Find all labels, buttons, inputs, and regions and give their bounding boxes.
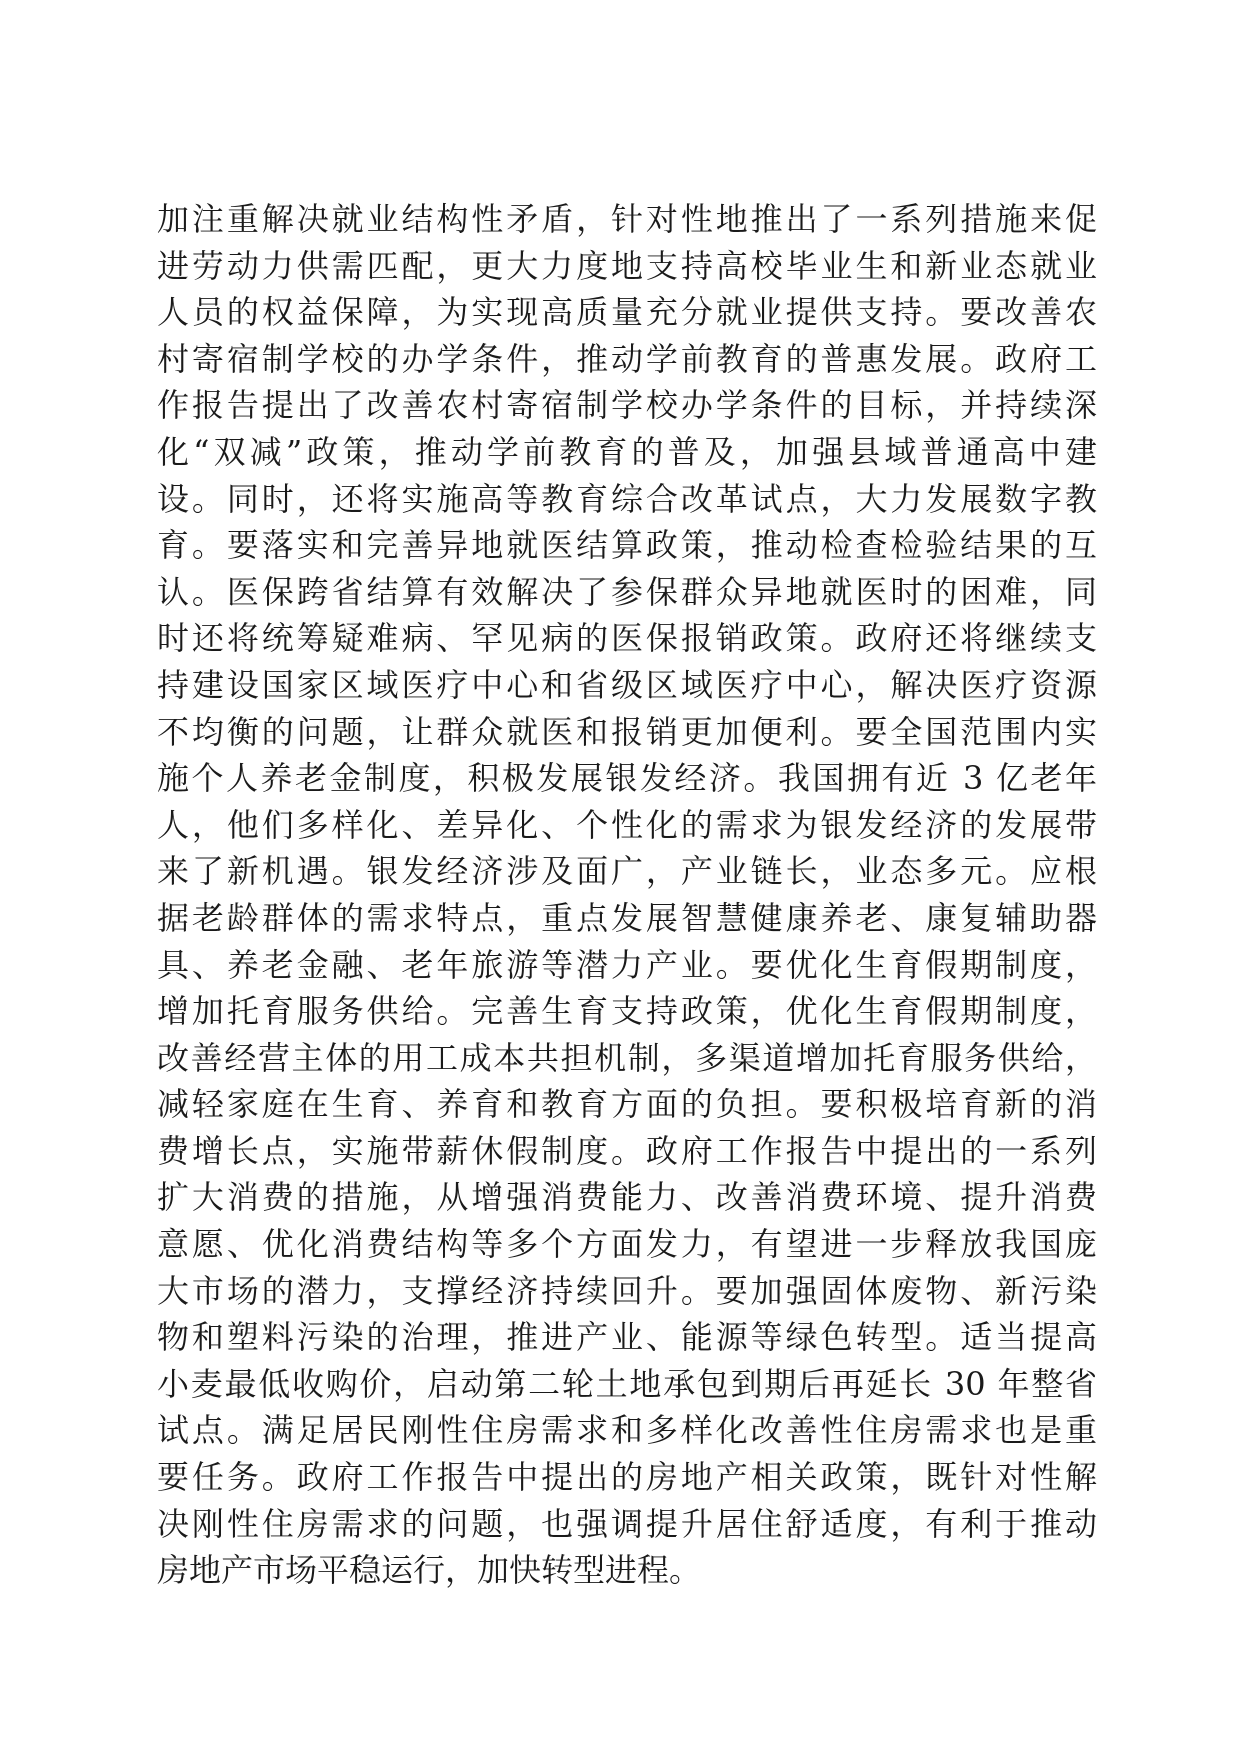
text-line: 进劳动力供需匹配，更大力度地支持高校毕业生和新业态就业 — [157, 246, 1097, 285]
text-line: 决刚性住房需求的问题，也强调提升居住舒适度，有利于推动 — [157, 1504, 1097, 1543]
text-line: 加注重解决就业结构性矛盾，针对性地推出了一系列措施来促 — [157, 200, 1097, 238]
text-line: 作报告提出了改善农村寄宿制学校办学条件的目标，并持续深 — [157, 386, 1097, 425]
text-line: 设。同时，还将实施高等教育综合改革试点，大力发展数字教 — [157, 479, 1097, 518]
text-line: 费增长点，实施带薪休假制度。政府工作报告中提出的一系列 — [157, 1131, 1097, 1170]
text-line: 具、养老金融、老年旅游等潜力产业。要优化生育假期制度， — [157, 945, 1097, 984]
text-line: 人，他们多样化、差异化、个性化的需求为银发经济的发展带 — [157, 805, 1097, 844]
text-line: 时还将统筹疑难病、罕见病的医保报销政策。政府还将继续支 — [157, 619, 1097, 658]
text-line: 育。要落实和完善异地就医结算政策，推动检查检验结果的互 — [157, 526, 1097, 565]
text-line: 小麦最低收购价，启动第二轮土地承包到期后再延长 30 年整省 — [157, 1364, 1097, 1403]
text-line: 持建设国家区域医疗中心和省级区域医疗中心，解决医疗资源 — [157, 665, 1097, 704]
text-line: 增加托育服务供给。完善生育支持政策，优化生育假期制度， — [157, 992, 1097, 1031]
body-paragraph — [157, 196, 1097, 1594]
text-line: 来了新机遇。银发经济涉及面广，产业链长，业态多元。应根 — [157, 852, 1097, 891]
text-line: 人员的权益保障，为实现高质量充分就业提供支持。要改善农 — [157, 293, 1097, 332]
text-line: 减轻家庭在生育、养育和教育方面的负担。要积极培育新的消 — [157, 1085, 1097, 1124]
text-line: 化“双减”政策，推动学前教育的普及，加强县域普通高中建 — [157, 432, 1097, 471]
text-line: 村寄宿制学校的办学条件，推动学前教育的普惠发展。政府工 — [157, 339, 1097, 378]
text-line: 意愿、优化消费结构等多个方面发力，有望进一步释放我国庞 — [157, 1225, 1097, 1264]
text-line: 扩大消费的措施，从增强消费能力、改善消费环境、提升消费 — [157, 1178, 1097, 1217]
text-line: 据老龄群体的需求特点，重点发展智慧健康养老、康复辅助器 — [157, 898, 1097, 937]
text-line: 施个人养老金制度，积极发展银发经济。我国拥有近 3 亿老年 — [157, 759, 1097, 798]
text-line: 大市场的潜力，支撑经济持续回升。要加强固体废物、新污染 — [157, 1271, 1097, 1310]
text-line: 物和塑料污染的治理，推进产业、能源等绿色转型。适当提高 — [157, 1318, 1097, 1357]
text-line: 房地产市场平稳运行，加快转型进程。 — [157, 1551, 702, 1590]
text-line: 不均衡的问题，让群众就医和报销更加便利。要全国范围内实 — [157, 712, 1097, 751]
text-line: 要任务。政府工作报告中提出的房地产相关政策，既针对性解 — [157, 1458, 1097, 1497]
text-line: 试点。满足居民刚性住房需求和多样化改善性住房需求也是重 — [157, 1411, 1097, 1450]
text-line: 认。医保跨省结算有效解决了参保群众异地就医时的困难，同 — [157, 572, 1097, 611]
text-line: 改善经营主体的用工成本共担机制，多渠道增加托育服务供给， — [157, 1038, 1097, 1077]
